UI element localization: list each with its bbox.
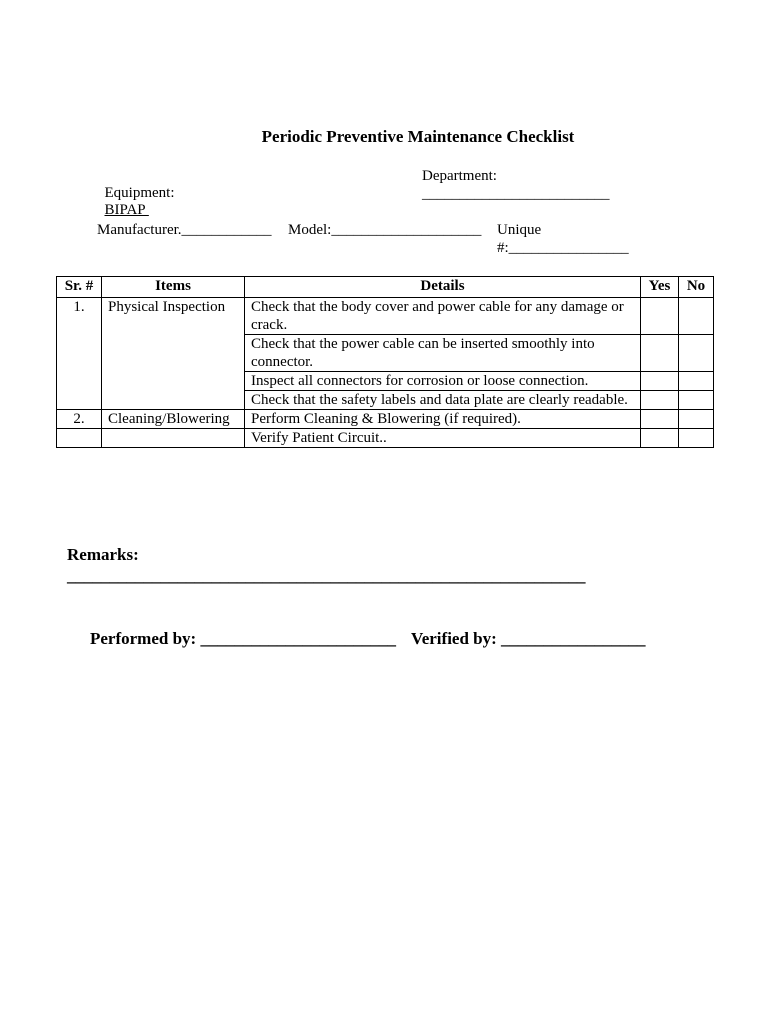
no-checkbox-cell[interactable]	[679, 429, 714, 448]
performed-by-field: Performed by: _______________________	[90, 629, 396, 648]
yes-checkbox-cell[interactable]	[641, 372, 679, 391]
no-checkbox-cell[interactable]	[679, 410, 714, 429]
remarks-line: _____________________________________________________________	[67, 566, 586, 585]
detail-cell: Check that the safety labels and data plate are clearly readable.	[245, 391, 641, 410]
no-checkbox-cell[interactable]	[679, 391, 714, 410]
table-header-row	[57, 277, 714, 298]
yes-checkbox-cell[interactable]	[641, 335, 679, 372]
yes-checkbox-cell[interactable]	[641, 391, 679, 410]
table-row	[57, 298, 714, 335]
sr-cell	[57, 429, 102, 448]
equipment-value: BIPAP	[104, 202, 149, 218]
yes-checkbox-cell[interactable]	[641, 298, 679, 335]
unique-field: #:________________	[497, 240, 629, 256]
header-items: Items	[102, 277, 245, 298]
item-cell	[102, 429, 245, 448]
equipment-label: Equipment:	[104, 185, 175, 201]
detail-cell: Perform Cleaning & Blowering (if required).	[245, 410, 641, 429]
checklist-table	[56, 276, 714, 448]
equipment-field	[97, 168, 175, 219]
table-row	[57, 429, 714, 448]
detail-cell: Check that the power cable can be inserted smoothly into connector.	[245, 335, 641, 372]
header-details: Details	[245, 277, 641, 298]
verified-by-field: Verified by: _________________	[411, 629, 646, 648]
no-checkbox-cell[interactable]	[679, 298, 714, 335]
item-cell: Physical Inspection	[102, 298, 245, 410]
sr-cell: 1.	[57, 298, 102, 410]
unique-label: Unique	[497, 222, 542, 238]
remarks-label: Remarks:	[67, 545, 139, 564]
yes-checkbox-cell[interactable]	[641, 410, 679, 429]
detail-cell: Check that the body cover and power cable for any damage or crack.	[245, 298, 641, 335]
no-checkbox-cell[interactable]	[679, 335, 714, 372]
table-row	[57, 410, 714, 429]
detail-cell: Verify Patient Circuit..	[245, 429, 641, 448]
detail-cell: Inspect all connectors for corrosion or loose connection.	[245, 372, 641, 391]
no-checkbox-cell[interactable]	[679, 372, 714, 391]
header-no: No	[679, 277, 714, 298]
sr-cell: 2.	[57, 410, 102, 429]
model-field: Model:____________________	[288, 222, 482, 238]
department-blank: _________________________	[422, 186, 610, 202]
yes-checkbox-cell[interactable]	[641, 429, 679, 448]
page-title: Periodic Preventive Maintenance Checklist	[261, 127, 575, 146]
department-label: Department:	[422, 168, 497, 184]
item-cell: Cleaning/Blowering	[102, 410, 245, 429]
header-sr: Sr. #	[57, 277, 102, 298]
header-yes: Yes	[641, 277, 679, 298]
manufacturer-field: Manufacturer.____________	[97, 222, 272, 238]
